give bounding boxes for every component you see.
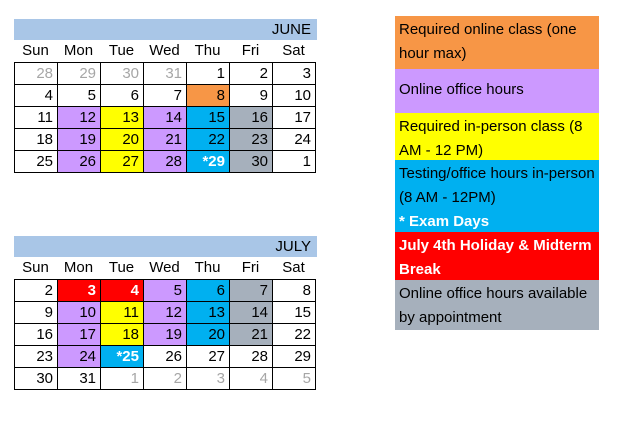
date-cell: 5 xyxy=(144,280,187,302)
weekday-sun: Sun xyxy=(22,42,49,59)
date-cell: 12 xyxy=(144,302,187,324)
date-cell: 29 xyxy=(58,63,101,85)
weekday-thu: Thu xyxy=(194,259,221,276)
date-cell: 22 xyxy=(187,129,230,151)
date-cell: 18 xyxy=(101,324,144,346)
weekday-wed: Wed xyxy=(149,42,180,59)
date-cell: 30 xyxy=(101,63,144,85)
date-cell: 14 xyxy=(144,107,187,129)
weekday-header xyxy=(14,40,317,62)
week-row xyxy=(15,107,316,129)
date-cell: 1 xyxy=(101,368,144,390)
date-cell: 1 xyxy=(273,151,316,173)
date-cell: 7 xyxy=(230,280,273,302)
legend-text: Required online class (one hour max) xyxy=(399,21,577,62)
date-cell: 26 xyxy=(144,346,187,368)
week-row xyxy=(15,85,316,107)
weekday-header xyxy=(14,257,317,279)
date-cell: 30 xyxy=(230,151,273,173)
legend-text: Online office hours available by appointment xyxy=(399,285,588,326)
legend-online-office-hours xyxy=(395,69,599,113)
date-cell: 2 xyxy=(144,368,187,390)
legend-text: July 4th Holiday & Midterm Break xyxy=(399,237,592,278)
date-cell: 4 xyxy=(230,368,273,390)
month-title-july: JULY xyxy=(14,236,317,257)
date-cell: 3 xyxy=(58,280,101,302)
date-cell: 23 xyxy=(15,346,58,368)
date-cell: 31 xyxy=(58,368,101,390)
weekday-fri: Fri xyxy=(241,42,260,59)
date-cell: 3 xyxy=(187,368,230,390)
date-cell: 3 xyxy=(273,63,316,85)
date-cell: 10 xyxy=(58,302,101,324)
legend-required-online-class xyxy=(395,16,599,69)
date-cell: 18 xyxy=(15,129,58,151)
date-cell: 28 xyxy=(15,63,58,85)
legend-required-inperson-class xyxy=(395,113,599,160)
date-cell: 28 xyxy=(144,151,187,173)
date-cell: 22 xyxy=(273,324,316,346)
weekday-mon: Mon xyxy=(63,42,94,59)
legend-exam-days: * Exam Days xyxy=(399,213,490,230)
date-cell: 20 xyxy=(187,324,230,346)
june-date-grid xyxy=(14,62,316,173)
date-cell: 8 xyxy=(273,280,316,302)
date-cell: 19 xyxy=(58,129,101,151)
date-cell: 10 xyxy=(273,85,316,107)
date-cell: 30 xyxy=(15,368,58,390)
june-calendar xyxy=(14,19,317,173)
weekday-sun: Sun xyxy=(22,259,49,276)
date-cell: 2 xyxy=(15,280,58,302)
legend-holiday-midterm-break xyxy=(395,232,599,280)
date-cell: 17 xyxy=(273,107,316,129)
july-date-grid xyxy=(14,279,316,390)
date-cell: 6 xyxy=(187,280,230,302)
date-cell: 13 xyxy=(101,107,144,129)
date-cell: 6 xyxy=(101,85,144,107)
date-cell: 26 xyxy=(58,151,101,173)
date-cell: 11 xyxy=(15,107,58,129)
weekday-mon: Mon xyxy=(63,259,94,276)
date-cell: 24 xyxy=(273,129,316,151)
date-cell: 29 xyxy=(273,346,316,368)
date-cell: 5 xyxy=(58,85,101,107)
date-cell: 15 xyxy=(187,107,230,129)
date-cell: 15 xyxy=(273,302,316,324)
date-cell: 11 xyxy=(101,302,144,324)
date-cell: 17 xyxy=(58,324,101,346)
date-cell: 14 xyxy=(230,302,273,324)
week-row xyxy=(15,368,316,390)
date-cell: 9 xyxy=(15,302,58,324)
date-cell: 4 xyxy=(15,85,58,107)
legend-by-appointment xyxy=(395,280,599,330)
date-cell: 27 xyxy=(187,346,230,368)
date-cell: 2 xyxy=(230,63,273,85)
weekday-wed: Wed xyxy=(149,259,180,276)
date-cell: 24 xyxy=(58,346,101,368)
date-cell: 1 xyxy=(187,63,230,85)
date-cell: 7 xyxy=(144,85,187,107)
weekday-tue: Tue xyxy=(108,259,135,276)
week-row xyxy=(15,280,316,302)
july-calendar xyxy=(14,236,317,390)
date-cell: 31 xyxy=(144,63,187,85)
date-cell: 9 xyxy=(230,85,273,107)
week-row xyxy=(15,324,316,346)
date-cell: 21 xyxy=(144,129,187,151)
date-cell: 23 xyxy=(230,129,273,151)
date-cell: 27 xyxy=(101,151,144,173)
week-row xyxy=(15,129,316,151)
weekday-tue: Tue xyxy=(108,42,135,59)
week-row xyxy=(15,151,316,173)
date-cell: 4 xyxy=(101,280,144,302)
month-title-june: JUNE xyxy=(14,19,317,40)
date-cell: 16 xyxy=(230,107,273,129)
week-row xyxy=(15,302,316,324)
date-cell: 25 xyxy=(15,151,58,173)
legend-text: Online office hours xyxy=(399,81,524,98)
date-cell: 21 xyxy=(230,324,273,346)
legend-text: Testing/office hours in-person (8 AM - 12PM) xyxy=(399,165,595,206)
date-cell: 19 xyxy=(144,324,187,346)
weekday-fri: Fri xyxy=(241,259,260,276)
date-cell: 28 xyxy=(230,346,273,368)
date-cell: 5 xyxy=(273,368,316,390)
date-cell: 8 xyxy=(187,85,230,107)
week-row xyxy=(15,63,316,85)
date-cell: 12 xyxy=(58,107,101,129)
date-cell: *25 xyxy=(101,346,144,368)
date-cell: 16 xyxy=(15,324,58,346)
week-row xyxy=(15,346,316,368)
weekday-thu: Thu xyxy=(194,42,221,59)
weekday-sat: Sat xyxy=(282,42,305,59)
weekday-sat: Sat xyxy=(282,259,305,276)
legend-testing-office-hours xyxy=(395,160,599,232)
date-cell: *29 xyxy=(187,151,230,173)
legend xyxy=(395,16,599,330)
date-cell: 20 xyxy=(101,129,144,151)
date-cell: 13 xyxy=(187,302,230,324)
legend-text: Required in-person class (8 AM - 12 PM) xyxy=(399,118,583,159)
